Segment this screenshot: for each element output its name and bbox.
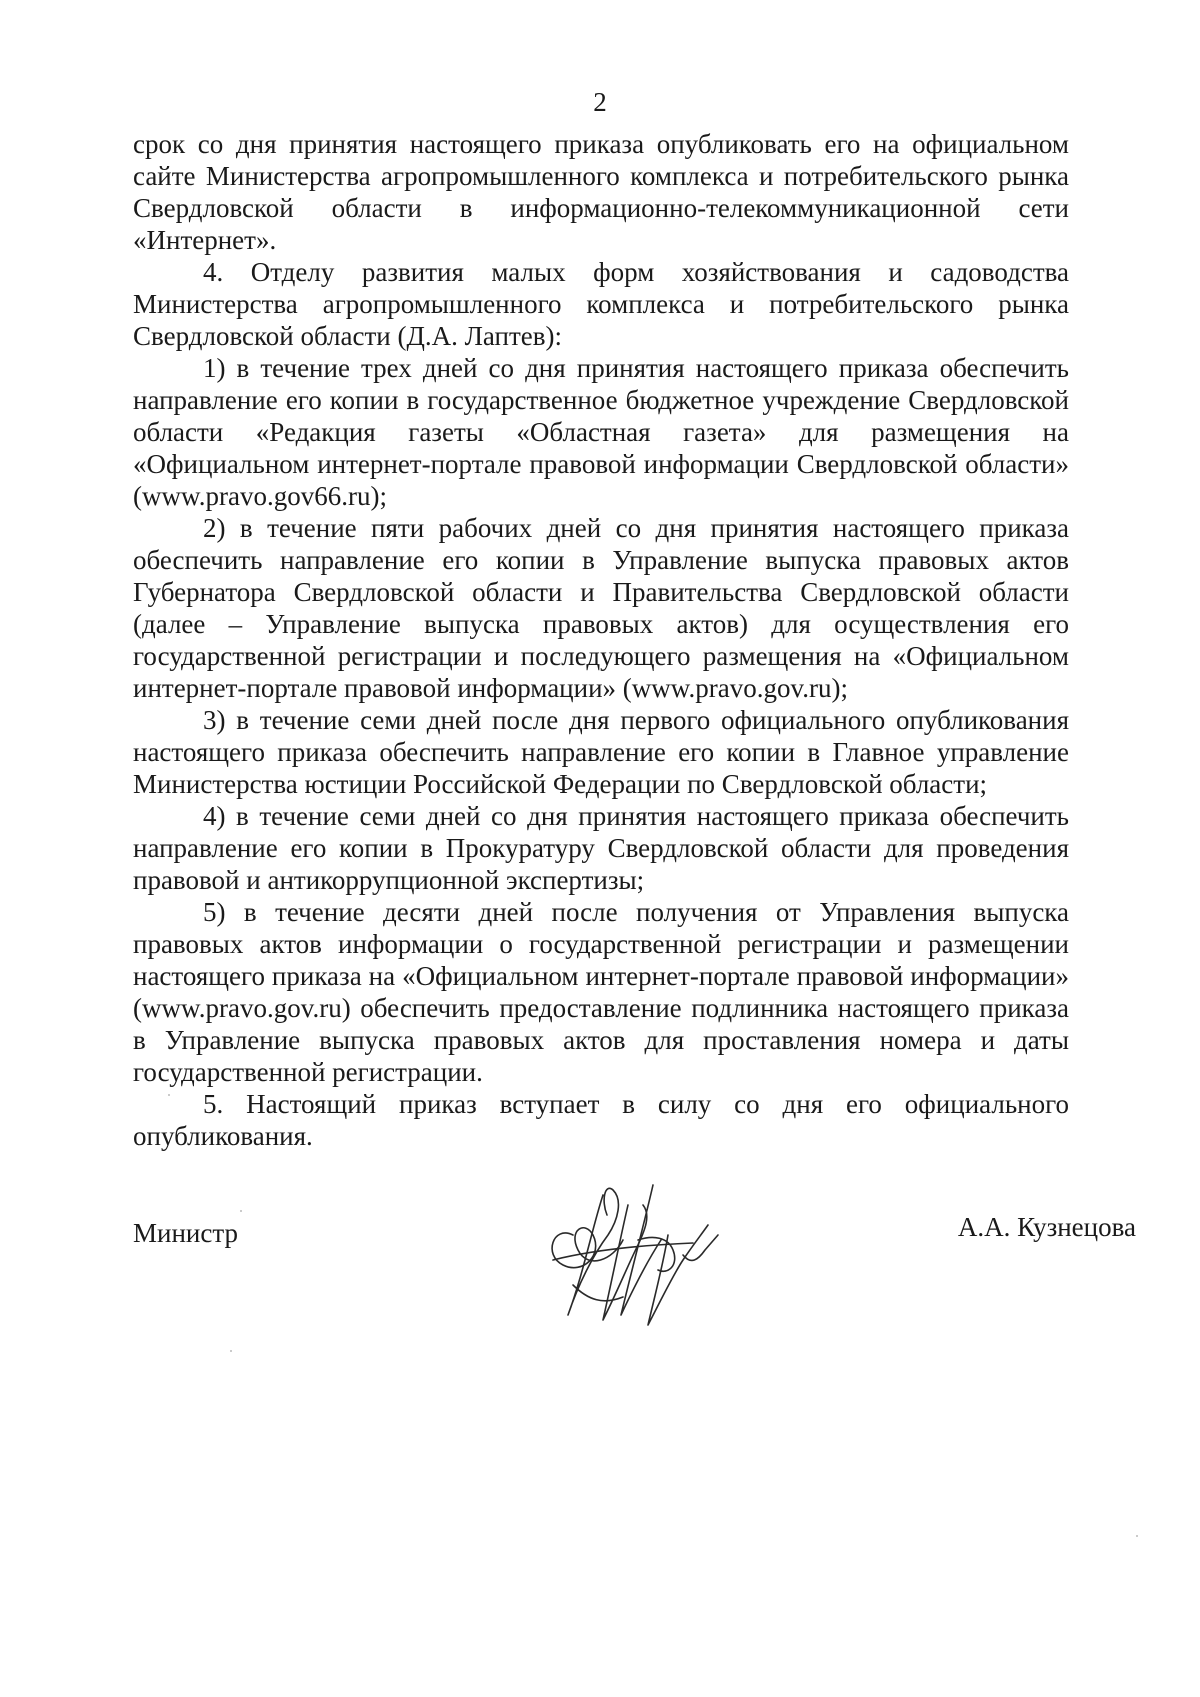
paragraph-item-5: 5. Настоящий приказ вступает в силу со дня его официального опубликования. [133,1089,1069,1151]
paragraph-subitem-2: 2) в течение пяти рабочих дней со дня принятия настоящего приказа обеспечить направление его копии в Управление выпуска правовых актов Губернатора Свердловской области и Правительства Свердловской области (далее – Управление выпуска правовых актов) для осуществления его государственной регистрации и последующего размещения на «Официальном интернет-портале правовой информации» (www.pravo.gov.ru); [133,513,1069,703]
document-body [133,128,1069,1152]
signature-block [133,1165,1136,1335]
scan-speck [1136,1535,1138,1537]
page-number: 2 [593,87,607,117]
scan-speck [240,1210,242,1212]
signer-name: А.А. Кузнецова [957,1212,1136,1242]
handwritten-signature [533,1165,733,1335]
scan-speck [168,1094,170,1096]
paragraph-item-4: 4. Отделу развития малых форм хозяйствования и садоводства Министерства агропромышленного комплекса и потребительского рынка Свердловской области (Д.А. Лаптев): [133,257,1069,351]
paragraph-subitem-5: 5) в течение десяти дней после получения от Управления выпуска правовых актов информации о государственной регистрации и размещении настоящего приказа на «Официальном интернет-портале правовой информации» (www.pravo.gov.ru) обеспечить предоставление подлинника настоящего приказа в Управление выпуска правовых актов для проставления номера и даты государственной регистрации. [133,897,1069,1087]
paragraph-subitem-3: 3) в течение семи дней после дня первого официального опубликования настоящего приказа обеспечить направление его копии в Главное управление Министерства юстиции Российской Федерации по Свердловской области; [133,705,1069,799]
scan-speck [230,1350,232,1352]
paragraph-continuation: срок со дня принятия настоящего приказа опубликовать его на официальном сайте Министерства агропромышленного комплекса и потребительского рынка Свердловской области в информационно-телекоммуникационной сети «Интернет». [133,129,1069,255]
paragraph-subitem-4: 4) в течение семи дней со дня принятия настоящего приказа обеспечить направление его копии в Прокуратуру Свердловской области для проведения правовой и антикоррупционной экспертизы; [133,801,1069,895]
signer-position: Министр [133,1218,238,1248]
paragraph-subitem-1: 1) в течение трех дней со дня принятия настоящего приказа обеспечить направление его копии в государственное бюджетное учреждение Свердловской области «Редакция газеты «Областная газета» для размещения на «Официальном интернет-портале правовой информации Свердловской области» (www.pravo.gov66.ru); [133,353,1069,511]
